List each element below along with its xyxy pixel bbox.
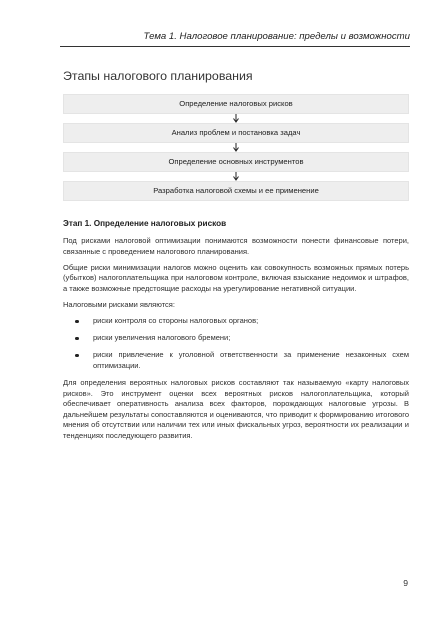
list-item-text: риски увеличения налогового бремени; xyxy=(93,333,231,343)
flow-arrow xyxy=(63,172,409,181)
arrow-down-icon xyxy=(230,114,242,123)
paragraph: Под рисками налоговой оптимизации понимаются возможности понести финансовые потери, связанные с проведением налогового планирования. xyxy=(63,236,409,256)
flow-arrow xyxy=(63,114,409,123)
list-item xyxy=(63,350,409,371)
flow-step-4: Разработка налоговой схемы и ее применение xyxy=(63,181,409,201)
arrow-down-icon xyxy=(230,172,242,181)
risk-list xyxy=(63,316,409,371)
flow-step-3: Определение основных инструментов xyxy=(63,152,409,172)
flow-step-2: Анализ проблем и постановка задач xyxy=(63,123,409,143)
process-flow-diagram xyxy=(63,94,409,201)
header-rule xyxy=(60,46,410,47)
flow-arrow xyxy=(63,143,409,152)
stage-heading: Этап 1. Определение налоговых рисков xyxy=(63,219,227,228)
paragraph: Общие риски минимизации налогов можно оценить как совокупность возможных прямых потерь (убытков) налогоплательщика при налоговом контроле, включая взыскание недоимок и штрафов, а также возможные предстоящие расходы на урегулирование негативной ситуации. xyxy=(63,262,409,293)
section-title: Этапы налогового планирования xyxy=(63,69,253,83)
bullet-icon xyxy=(75,354,79,358)
bullet-icon xyxy=(75,337,79,341)
flow-step-1: Определение налоговых рисков xyxy=(63,94,409,114)
page-number: 9 xyxy=(403,578,408,588)
body-text xyxy=(63,218,409,447)
paragraph: Для определения вероятных налоговых рисков составляют так называемую «карту налоговых рисков». Это инструмент оценки всех вероятных рисков налогоплательщика, который обеспечивает оперативность анализа всех факторов, порождающих налоговые угрозы. В дальнейшем результаты сопоставляются и оцениваются, что приводит к формированию итогового мнения об отсутствии или наличии тех или иных фискальных угроз, вероятности их реализации и тенденциях последующего развития. xyxy=(63,377,409,440)
running-header: Тема 1. Налоговое планирование: пределы и возможности xyxy=(143,31,410,42)
list-item xyxy=(63,333,409,344)
list-item xyxy=(63,316,409,327)
bullet-icon xyxy=(75,320,79,324)
list-item-text: риски привлечение к уголовной ответственности за применение незаконных схем оптимизации. xyxy=(93,350,409,370)
paragraph: Налоговыми рисками являются: xyxy=(63,299,175,309)
list-item-text: риски контроля со стороны налоговых органов; xyxy=(93,316,259,326)
arrow-down-icon xyxy=(230,143,242,152)
